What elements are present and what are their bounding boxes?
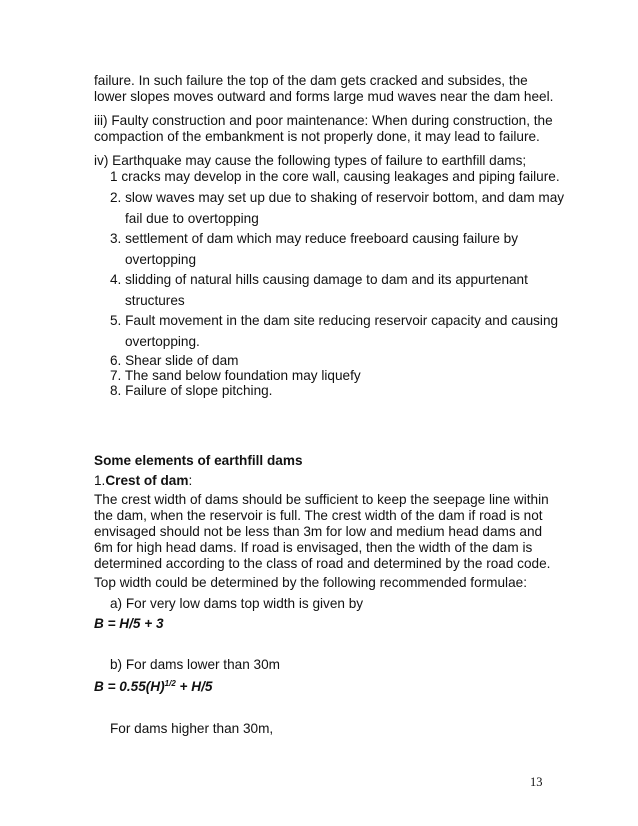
list-item: 1 cracks may develop in the core wall, causing leakages and piping failure. xyxy=(110,169,560,184)
formula-case-c-label: For dams higher than 30m, xyxy=(110,721,274,736)
paragraph-top-width-intro: Top width could be determined by the following recommended formulae: xyxy=(94,575,527,590)
formula-b-tail: + H/5 xyxy=(175,679,213,694)
list-item: 3. settlement of dam which may reduce freeboard causing failure by xyxy=(110,231,519,246)
subsection-colon: : xyxy=(188,473,193,488)
paragraph-failure-continuation: failure. In such failure the top of the dam gets cracked and subsides, the lower slopes moves outward and forms large mud waves near the dam heel. xyxy=(94,73,554,104)
list-item: 8. Failure of slope pitching. xyxy=(110,383,273,398)
list-item-continuation: fail due to overtopping xyxy=(125,211,259,226)
page-number: 13 xyxy=(530,775,543,789)
formula-b-exponent: 1/2 xyxy=(164,679,176,688)
subsection-number: 1. xyxy=(94,473,106,488)
paragraph-crest-width: The crest width of dams should be sufficient to keep the seepage line within the dam, when the reservoir is full. The crest width of the dam if road is not envisaged should not be less than 3m for low and medium head dams and 6m for high head dams. If road is envisaged, then the width of the dam is determined according to the class of road and determined by the road code. xyxy=(94,492,551,571)
list-item-continuation: structures xyxy=(125,293,185,308)
paragraph-earthquake-intro: iv) Earthquake may cause the following types of failure to earthfill dams; xyxy=(94,153,527,168)
list-item: 4. slidding of natural hills causing damage to dam and its appurtenant xyxy=(110,272,528,287)
subsection-title xyxy=(94,473,192,488)
list-item: 6. Shear slide of dam xyxy=(110,353,239,368)
formula-b-main: B = 0.55(H) xyxy=(94,679,165,694)
section-heading: Some elements of earthfill dams xyxy=(94,453,303,468)
formula-case-b-label: b) For dams lower than 30m xyxy=(110,657,280,672)
list-item-continuation: overtopping. xyxy=(125,334,200,349)
list-item: 2. slow waves may set up due to shaking of reservoir bottom, and dam may xyxy=(110,190,565,205)
list-item: 7. The sand below foundation may liquefy xyxy=(110,368,361,383)
formula-case-a-label: a) For very low dams top width is given by xyxy=(110,596,364,611)
formula-a: B = H/5 + 3 xyxy=(94,616,164,631)
subsection-title-text: Crest of dam xyxy=(105,473,189,488)
formula-b xyxy=(94,679,212,694)
list-item-continuation: overtopping xyxy=(125,252,197,267)
paragraph-faulty-construction: iii) Faulty construction and poor maintenance: When during construction, the compaction of the embankment is not properly done, it may lead to failure. xyxy=(94,113,553,144)
list-item: 5. Fault movement in the dam site reducing reservoir capacity and causing xyxy=(110,313,559,328)
